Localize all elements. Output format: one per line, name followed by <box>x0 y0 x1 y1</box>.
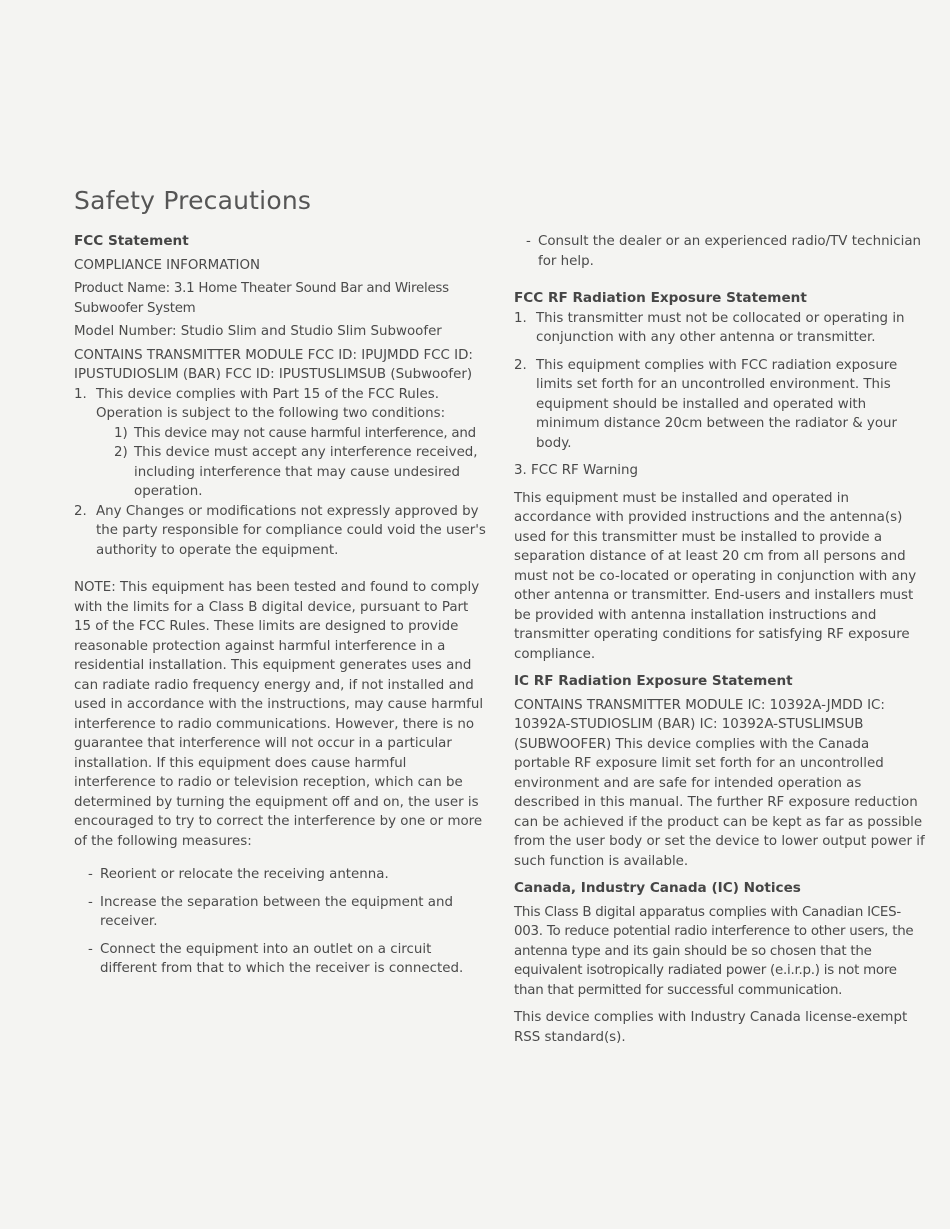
compliance-information: COMPLIANCE INFORMATION <box>74 257 261 273</box>
right-column <box>514 232 926 1047</box>
model-number: Model Number: Studio Slim and Studio Slim Subwoofer <box>74 324 442 339</box>
list-item: 1. This transmitter must not be collocated or operating in conjunction with any other antenna or transmitter. <box>514 309 926 348</box>
page-title: Safety Precautions <box>74 186 312 215</box>
transmitter-module-ids: CONTAINS TRANSMITTER MODULE FCC ID: IPUJMDD FCC ID: IPUSTUDIOSLIM (BAR) FCC ID: IPUSTUSLIMSUB (Subwoofer) <box>74 347 473 382</box>
list-item-text: Increase the separation between the equipment and receiver. <box>100 894 454 929</box>
list-item-text: Any Changes or modifications not expressly approved by the party responsible for compliance could void the user's authority to operate the equipment. <box>96 503 486 558</box>
list-item: - Connect the equipment into an outlet on a circuit different from that to which the receiver is connected. <box>88 940 486 979</box>
product-name: Product Name: 3.1 Home Theater Sound Bar and Wireless Subwoofer System <box>74 281 449 316</box>
list-item-text: Connect the equipment into an outlet on a circuit different from that to which the receiver is connected. <box>100 941 464 976</box>
list-item-text: This device complies with Part 15 of the FCC Rules. Operation is subject to the following two conditions: <box>96 386 446 421</box>
fcc-rules-list <box>74 385 486 561</box>
list-item: - Reorient or relocate the receiving antenna. <box>88 865 486 885</box>
list-item: - Increase the separation between the equipment and receiver. <box>88 893 486 932</box>
fcc-rf-heading: FCC RF Radiation Exposure Statement <box>514 290 807 306</box>
canada-license-paragraph: This device complies with Industry Canada license-exempt RSS standard(s). <box>514 1010 908 1045</box>
sub-list-item: 2) This device must accept any interference received, including interference that may cause undesired operation. <box>96 443 486 502</box>
list-item-text: This transmitter must not be collocated or operating in conjunction with any other antenna or transmitter. <box>536 310 905 345</box>
sub-list-item-text: This device must accept any interference received, including interference that may cause undesired operation. <box>134 445 478 499</box>
list-item-text: Reorient or relocate the receiving antenna. <box>100 867 389 882</box>
fcc-rf-warning-label: 3. FCC RF Warning <box>514 463 639 478</box>
canada-ic-heading: Canada, Industry Canada (IC) Notices <box>514 880 801 896</box>
list-item-text: Consult the dealer or an experienced radio/TV technician for help. <box>538 234 922 269</box>
list-item-text: This equipment complies with FCC radiation exposure limits set forth for an uncontrolled environment. This equipment should be installed and operated with minimum distance 20cm between the radiator & your body. <box>536 357 898 451</box>
ic-rf-paragraph: CONTAINS TRANSMITTER MODULE IC: 10392A-JMDD IC: 10392A-STUDIOSLIM (BAR) IC: 10392A-STUSLIMSUB (SUBWOOFER) This device complies with the Canada portable RF exposure limit set forth for an uncontrolled environment and are safe for intended operation as described in this manual. The further RF exposure reduction can be achieved if the product can be kept as far as possible from the user body or set the device to lower output power if such function is available. <box>514 697 925 869</box>
sub-list-item-text: This device may not cause harmful interference, and <box>134 425 476 441</box>
ic-rf-heading: IC RF Radiation Exposure Statement <box>514 673 793 689</box>
list-item: 1. This device complies with Part 15 of the FCC Rules. Operation is subject to the following two conditions: 1) This device may not cause harmful interference, and 2) This device must accept any interference received, including interference that may cause undesired operation. <box>74 385 486 502</box>
rf-warning-paragraph: This equipment must be installed and operated in accordance with provided instructions and the antenna(s) used for this transmitter must be installed to provide a separation distance of at least 20 cm from all persons and must not be co-located or operating in conjunction with any other antenna or transmitter. End-users and installers must be provided with antenna installation instructions and transmitter operating conditions for satisfying RF exposure compliance. <box>514 490 917 662</box>
left-column <box>74 232 486 979</box>
list-item: 2. Any Changes or modifications not expressly approved by the party responsible for compliance could void the user's authority to operate the equipment. <box>74 502 486 561</box>
list-item: 2. This equipment complies with FCC radiation exposure limits set forth for an uncontrolled environment. This equipment should be installed and operated with minimum distance 20cm between the radiator & your body. <box>514 356 926 454</box>
fcc-statement-heading: FCC Statement <box>74 233 189 249</box>
canada-ic-paragraph: This Class B digital apparatus complies with Canadian ICES-003. To reduce potential radio interference to other users, the antenna type and its gain should be so chosen that the equivalent isotropically radiated power (e.i.r.p.) is not more than that permitted for successful communication. <box>514 904 914 998</box>
rf-list <box>514 309 926 454</box>
measures-list <box>74 865 486 979</box>
list-item: - Consult the dealer or an experienced radio/TV technician for help. <box>514 232 926 271</box>
note-paragraph: NOTE: This equipment has been tested and found to comply with the limits for a Class B digital device, pursuant to Part 15 of the FCC Rules. These limits are designed to provide reasonable protection against harmful interference in a residential installation. This equipment generates uses and can radiate radio frequency energy and, if not installed and used in accordance with the instructions, may cause harmful interference to radio communications. However, there is no guarantee that interference will not occur in a particular installation. If this equipment does cause harmful interference to radio or television reception, which can be determined by turning the equipment off and on, the user is encouraged to try to correct the interference by one or more of the following measures: <box>74 580 484 849</box>
sub-list-item: 1) This device may not cause harmful interference, and <box>96 424 486 444</box>
